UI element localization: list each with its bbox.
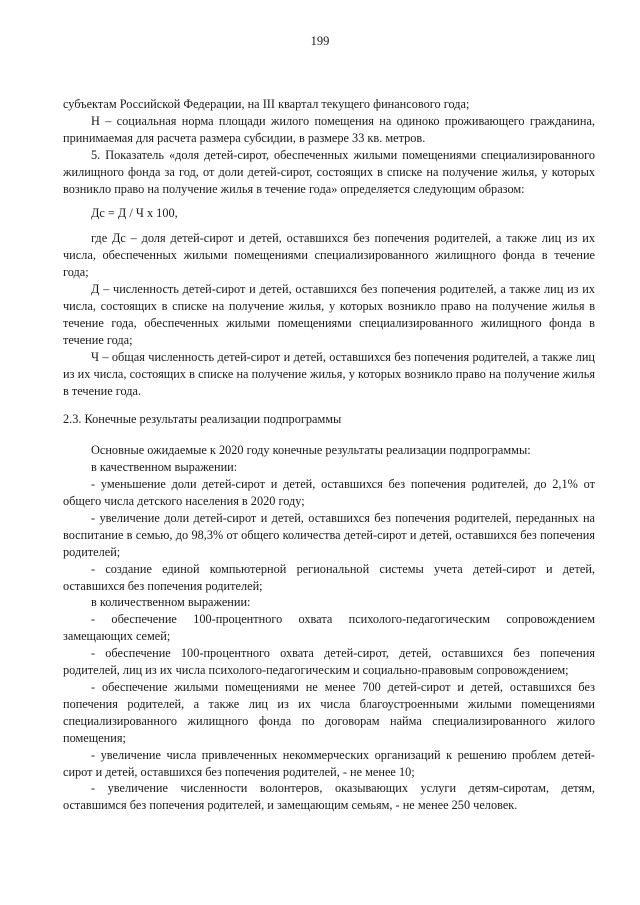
qualitative-item: - создание единой компьютерной региональной системы учета детей-сирот и детей, оставшихся без попечения родителей; [63, 561, 595, 593]
qualitative-label: в качественном выражении: [91, 460, 238, 475]
paragraph-indicator-5: 5. Показатель «доля детей-сирот, обеспеченных жилыми помещениями специализированного жилищного фонда за год, от доли детей-сирот, состоящих в списке на получение жилья, у которых возникло право на получение жилья в течение года» определяется следующим образом: [63, 147, 595, 196]
page-number: 199 [310, 34, 330, 48]
quantitative-item: - обеспечение жилыми помещениями не менее 700 детей-сирот и детей, оставшихся без попечения родителей, а также лиц из их числа благоустроенными жилыми помещениями специализированного жилищного фонда по договорам найма специализированного жилого помещения; [63, 680, 595, 745]
quantitative-item: - увеличение численности волонтеров, оказывающих услуги детям-сиротам, детям, оставшимся без попечения родителей, и замещающим семьям, - не менее 250 человек. [63, 781, 595, 813]
section-heading: 2.3. Конечные результаты реализации подпрограммы [63, 412, 342, 427]
quantitative-item: - обеспечение 100-процентного охвата психолого-педагогическим сопровождением замещающих семей; [63, 612, 595, 644]
definition-dc: где Дс – доля детей-сирот и детей, оставшихся без попечения родителей, а также лиц из их числа, обеспеченных жилыми помещениями специализированного жилищного фонда в течение года; [63, 231, 595, 280]
definition-d: Д – численность детей-сирот и детей, оставшихся без попечения родителей, а также лиц из их числа, состоящих в списке на получение жилья, у которых возникло право на получение жилья в течение года, обеспеченных жилыми помещениями специализированного жилищного фонда в течение года; [63, 282, 595, 347]
qualitative-item: - увеличение доли детей-сирот и детей, оставшихся без попечения родителей, переданных на воспитание в семью, до 98,3% от общего количества детей-сирот и детей, оставшихся без попечения родителей; [63, 510, 595, 559]
paragraph-norm-definition: Н – социальная норма площади жилого помещения на одиноко проживающего гражданина, принимаемая для расчета размера субсидии, в размере 33 кв. метров. [63, 113, 595, 145]
formula: Дс = Д / Ч х 100, [91, 206, 178, 221]
document-body [63, 96, 595, 814]
results-intro: Основные ожидаемые к 2020 году конечные результаты реализации подпрограммы: [91, 443, 531, 458]
definition-ch: Ч – общая численность детей-сирот и детей, оставшихся без попечения родителей, а также лиц из их числа, состоящих в списке на получение жилья, у которых возникло право на получение жилья в течение года. [63, 349, 595, 398]
quantitative-item: - увеличение числа привлеченных некоммерческих организаций к решению проблем детей-сирот и детей, оставшихся без попечения родителей, - не менее 10; [63, 747, 595, 779]
qualitative-item: - уменьшение доли детей-сирот и детей, оставшихся без попечения родителей, до 2,1% от общего числа детского населения в 2020 году; [63, 477, 595, 509]
quantitative-item: - обеспечение 100-процентного охвата детей-сирот, детей, оставшихся без попечения родителей, лиц из их числа психолого-педагогическим и социально-правовым сопровождением; [63, 646, 595, 678]
paragraph-continued: субъектам Российской Федерации, на III квартал текущего финансового года; [63, 97, 470, 111]
quantitative-label: в количественном выражении: [91, 595, 251, 610]
